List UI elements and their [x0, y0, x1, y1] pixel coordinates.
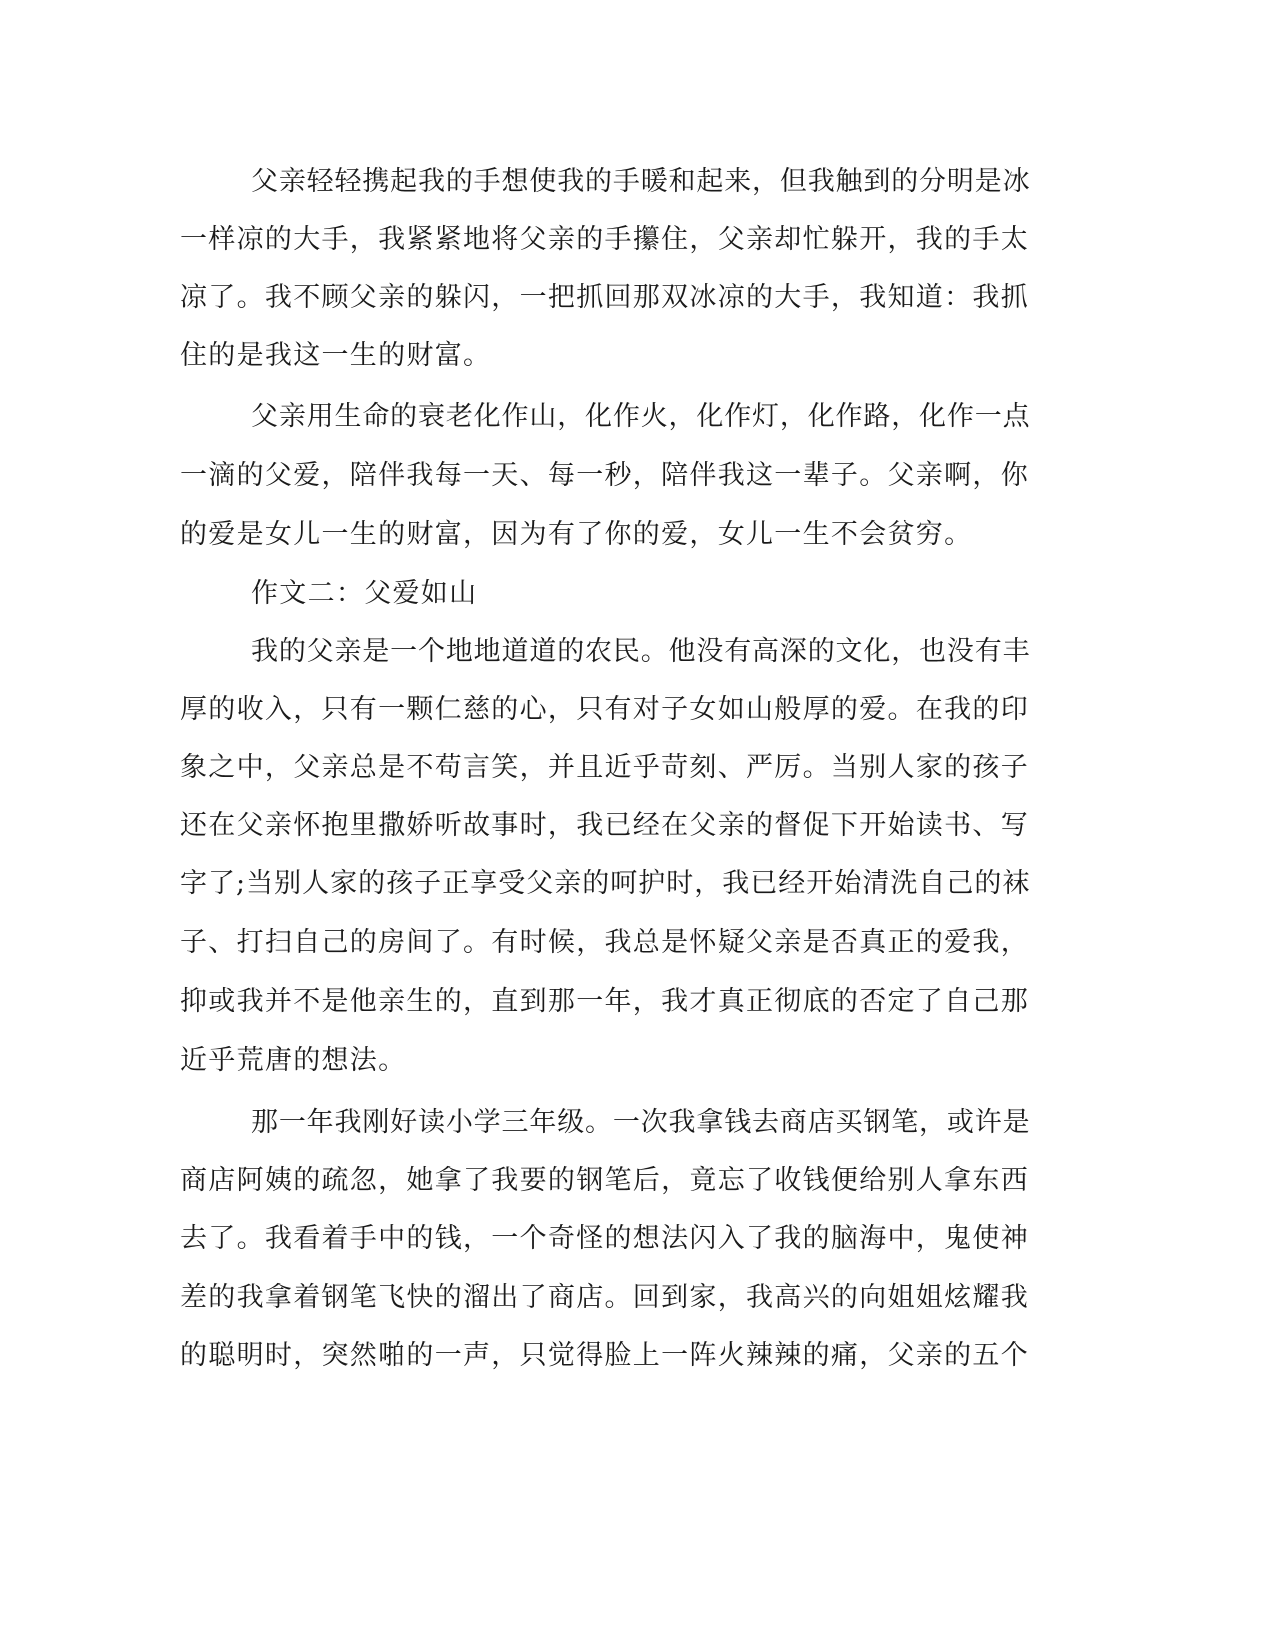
text-line: 近乎荒唐的想法。 — [180, 1045, 407, 1076]
text-line: 字了;当别人家的孩子正享受父亲的呵护时，我已经开始清洗自己的袜 — [180, 868, 1031, 899]
text-line: 的爱是女儿一生的财富，因为有了你的爱，女儿一生不会贫穷。 — [180, 519, 973, 550]
text-line: 商店阿姨的疏忽，她拿了我要的钢笔后，竟忘了收钱便给别人拿东西 — [180, 1165, 1029, 1196]
text-line: 还在父亲怀抱里撒娇听故事时，我已经在父亲的督促下开始读书、写 — [180, 810, 1029, 841]
text-line: 那一年我刚好读小学三年级。一次我拿钱去商店买钢笔，或许是 — [251, 1107, 1031, 1138]
text-line: 抑或我并不是他亲生的，直到那一年，我才真正彻底的否定了自己那 — [180, 986, 1029, 1017]
text-line: 差的我拿着钢笔飞快的溜出了商店。回到家，我高兴的向姐姐炫耀我 — [180, 1282, 1029, 1313]
text-line: 父亲用生命的衰老化作山，化作火，化作灯，化作路，化作一点 — [251, 401, 1031, 432]
text-line: 住的是我这一生的财富。 — [180, 340, 492, 371]
section-heading: 作文二：父爱如山 — [251, 578, 478, 609]
text-line: 子、打扫自己的房间了。有时候，我总是怀疑父亲是否真正的爱我， — [180, 927, 1029, 958]
text-line: 我的父亲是一个地地道道的农民。他没有高深的文化，也没有丰 — [251, 636, 1031, 667]
text-line: 的聪明时，突然啪的一声，只觉得脸上一阵火辣辣的痛，父亲的五个 — [180, 1340, 1029, 1371]
text-line: 厚的收入，只有一颗仁慈的心，只有对子女如山般厚的爱。在我的印 — [180, 694, 1029, 725]
text-line: 父亲轻轻携起我的手想使我的手暖和起来，但我触到的分明是冰 — [251, 166, 1031, 197]
text-line: 凉了。我不顾父亲的躲闪，一把抓回那双冰凉的大手，我知道：我抓 — [180, 282, 1029, 313]
text-line: 象之中，父亲总是不苟言笑，并且近乎苛刻、严厉。当别人家的孩子 — [180, 752, 1029, 783]
text-line: 一滴的父爱，陪伴我每一天、每一秒，陪伴我这一辈子。父亲啊，你 — [180, 460, 1029, 491]
text-line: 去了。我看着手中的钱，一个奇怪的想法闪入了我的脑海中，鬼使神 — [180, 1223, 1029, 1254]
text-line: 一样凉的大手，我紧紧地将父亲的手攥住，父亲却忙躲开，我的手太 — [180, 224, 1029, 255]
